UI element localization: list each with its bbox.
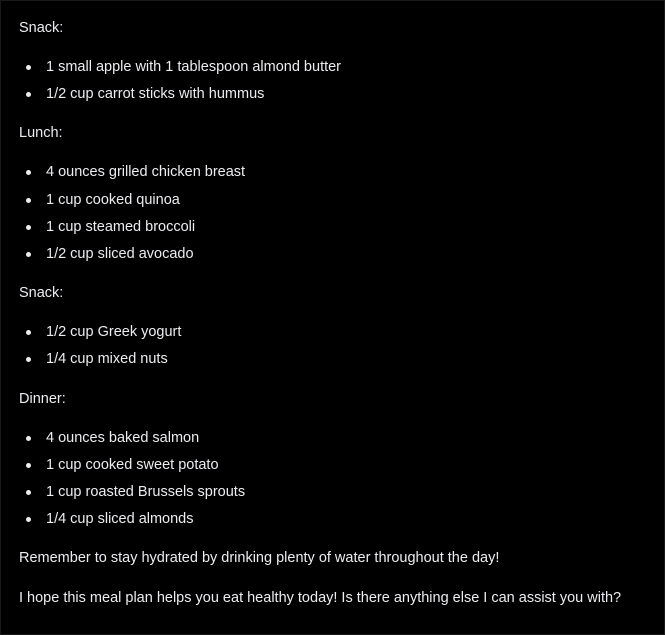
meal-section-lunch	[19, 120, 649, 268]
list-item-text: 4 ounces grilled chicken breast	[46, 164, 246, 181]
list-item-text: 4 ounces baked salmon	[46, 429, 200, 446]
bullet-icon	[26, 436, 31, 441]
list-item	[19, 479, 649, 506]
section-heading: Snack:	[19, 20, 64, 36]
list-item	[19, 81, 649, 108]
list-item-text: 1 small apple with 1 tablespoon almond butter	[46, 59, 342, 75]
list-item-text: 1/2 cup sliced avocado	[46, 245, 194, 262]
food-list	[19, 319, 649, 373]
list-item-text: 1 cup roasted Brussels sprouts	[46, 483, 246, 500]
bullet-icon	[26, 463, 31, 468]
list-item	[19, 159, 649, 186]
list-item-text: 1 cup cooked sweet potato	[46, 456, 219, 473]
list-item	[19, 452, 649, 479]
list-item-text: 1 cup cooked quinoa	[46, 191, 180, 208]
bullet-icon	[26, 65, 31, 70]
closing-question: I hope this meal plan helps you eat healthy today! Is there anything else I can assist you with?	[19, 590, 622, 607]
bullet-icon	[26, 225, 31, 230]
bullet-icon	[26, 92, 31, 97]
list-item	[19, 214, 649, 241]
list-item	[19, 319, 649, 346]
section-heading: Lunch:	[19, 125, 63, 142]
section-heading: Snack:	[19, 285, 64, 302]
food-list	[19, 425, 649, 534]
meal-section-snack-morning	[19, 15, 649, 108]
list-item-text: 1/4 cup sliced almonds	[46, 511, 194, 528]
list-item-text: 1 cup steamed broccoli	[46, 218, 196, 235]
bullet-icon	[26, 198, 31, 203]
list-item-text: 1/4 cup mixed nuts	[46, 351, 168, 368]
food-list	[19, 54, 649, 108]
bullet-icon	[26, 252, 31, 257]
list-item	[19, 425, 649, 452]
food-list	[19, 159, 649, 268]
list-item	[19, 346, 649, 373]
list-item	[19, 187, 649, 214]
list-item	[19, 506, 649, 533]
list-item-text: 1/2 cup carrot sticks with hummus	[46, 86, 265, 103]
bullet-icon	[26, 517, 31, 522]
bullet-icon	[26, 357, 31, 362]
list-item	[19, 54, 649, 81]
list-item	[19, 241, 649, 268]
bullet-icon	[26, 330, 31, 335]
assistant-message	[19, 15, 649, 612]
meal-section-dinner	[19, 386, 649, 534]
meal-section-snack-afternoon	[19, 280, 649, 373]
list-item-text: 1/2 cup Greek yogurt	[46, 324, 182, 341]
bullet-icon	[26, 490, 31, 495]
bullet-icon	[26, 170, 31, 175]
section-heading: Dinner:	[19, 390, 66, 407]
hydration-note: Remember to stay hydrated by drinking plenty of water throughout the day!	[19, 550, 500, 567]
